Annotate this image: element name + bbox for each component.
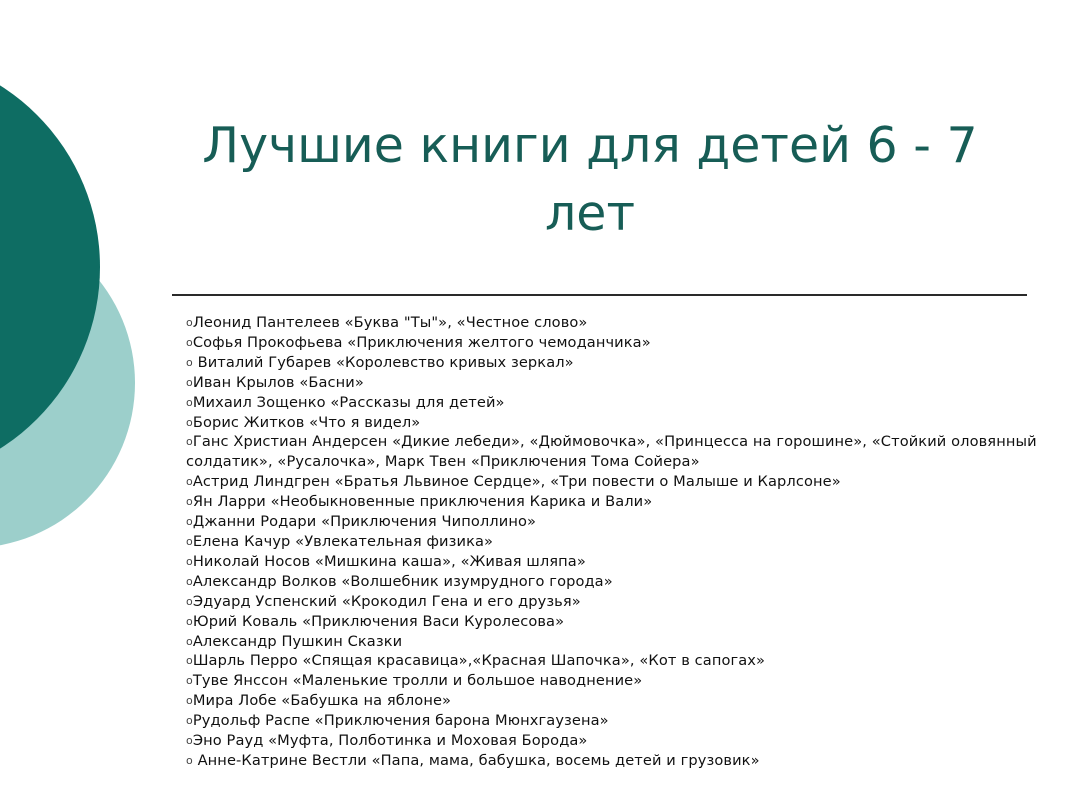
book-list-item	[186, 353, 1046, 373]
bullet-icon: o	[186, 753, 193, 767]
bullet-icon: o	[186, 654, 193, 668]
bullet-icon: o	[186, 594, 193, 608]
book-list-item-text: Леонид Пантелеев «Буква "Ты"», «Честное слово»	[192, 314, 588, 331]
book-list-item	[186, 592, 1046, 612]
book-list-item	[186, 632, 1046, 652]
bullet-icon: o	[186, 674, 193, 688]
book-list-item	[186, 393, 1046, 413]
title-divider	[172, 294, 1027, 296]
bullet-icon: o	[186, 634, 193, 648]
slide-title: Лучшие книги для детей 6 - 7 лет	[202, 117, 978, 242]
bullet-icon: o	[186, 355, 193, 369]
book-list-item	[186, 373, 1046, 393]
book-list-item	[186, 413, 1046, 433]
book-list-item-text: Эно Рауд «Муфта, Полботинка и Моховая Борода»	[192, 732, 588, 750]
book-list-item-text: Александр Волков «Волшебник изумрудного города»	[192, 572, 613, 590]
book-list-item	[186, 472, 1046, 492]
book-list-item-text: Анне-Катрине Вестли «Папа, мама, бабушка, восемь детей и грузовик»	[192, 751, 760, 769]
book-list-item-text: Александр Пушкин Сказки	[192, 632, 403, 650]
book-list-item	[186, 432, 1046, 472]
book-list-item	[186, 751, 1046, 771]
book-list-item	[186, 691, 1046, 711]
book-list-item	[186, 612, 1046, 632]
book-list-item-text: Ян Ларри «Необыкновенные приключения Карика и Вали»	[192, 493, 653, 511]
book-list-item-text: Ганс Христиан Андерсен «Дикие лебеди», «Дюймовочка», «Принцесса на горошине», «Стойкий оловянный солдатик», «Русалочка», Марк Твен «Приключения Тома Сойера»	[186, 433, 1042, 471]
book-list-item-text: Шарль Перро «Спящая красавица»,«Красная Шапочка», «Кот в сапогах»	[192, 652, 766, 670]
bullet-icon: o	[186, 395, 193, 409]
book-list-item	[186, 572, 1046, 592]
book-list-item	[186, 552, 1046, 572]
book-list-item-text: Иван Крылов «Басни»	[192, 373, 364, 391]
bullet-icon: o	[186, 415, 193, 429]
bullet-icon: o	[186, 316, 193, 329]
book-list-item	[186, 333, 1046, 353]
book-list-item-text: Михаил Зощенко «Рассказы для детей»	[192, 393, 505, 411]
bullet-icon: o	[186, 554, 193, 568]
bullet-icon: o	[186, 734, 193, 748]
book-list-item	[186, 731, 1046, 751]
book-list-item-text: Борис Житков «Что я видел»	[192, 413, 421, 431]
bullet-icon: o	[186, 335, 193, 349]
book-list-item-text: Елена Качур «Увлекательная физика»	[192, 532, 494, 550]
book-list-item-text: Астрид Линдгрен «Братья Львиное Сердце», «Три повести о Малыше и Карлсоне»	[192, 473, 841, 491]
book-list-item-text: Рудольф Распе «Приключения барона Мюнхгаузена»	[192, 712, 609, 730]
bullet-icon: o	[186, 614, 193, 628]
bullet-icon: o	[186, 475, 193, 489]
book-list-item	[186, 492, 1046, 512]
bullet-icon: o	[186, 694, 193, 708]
book-list-item-text: Юрий Коваль «Приключения Васи Куролесова»	[192, 612, 565, 630]
bullet-icon: o	[186, 574, 193, 588]
book-list-item	[186, 512, 1046, 532]
book-list-item-text: Софья Прокофьева «Приключения желтого чемоданчика»	[192, 333, 651, 351]
book-list-item	[186, 651, 1046, 671]
book-list-item	[186, 711, 1046, 731]
book-list-item	[186, 313, 1046, 333]
bullet-icon: o	[186, 714, 193, 728]
book-list-item	[186, 532, 1046, 552]
book-list-item-text: Мира Лобе «Бабушка на яблоне»	[192, 692, 452, 710]
book-list-item-text: Виталий Губарев «Королевство кривых зеркал»	[192, 353, 574, 371]
bullet-icon: o	[186, 534, 193, 548]
book-list-item-text: Эдуард Успенский «Крокодил Гена и его друзья»	[192, 592, 581, 610]
bullet-icon: o	[186, 495, 193, 509]
bullet-icon: o	[186, 515, 193, 529]
book-list-item-text: Николай Носов «Мишкина каша», «Живая шляпа»	[192, 552, 586, 570]
book-list-item-text: Джанни Родари «Приключения Чиполлино»	[192, 513, 537, 531]
book-list-item-text: Туве Янссон «Маленькие тролли и большое наводнение»	[192, 672, 643, 690]
book-list	[186, 313, 1046, 771]
bullet-icon: o	[186, 435, 193, 449]
book-list-item	[186, 671, 1046, 691]
bullet-icon: o	[186, 375, 193, 389]
